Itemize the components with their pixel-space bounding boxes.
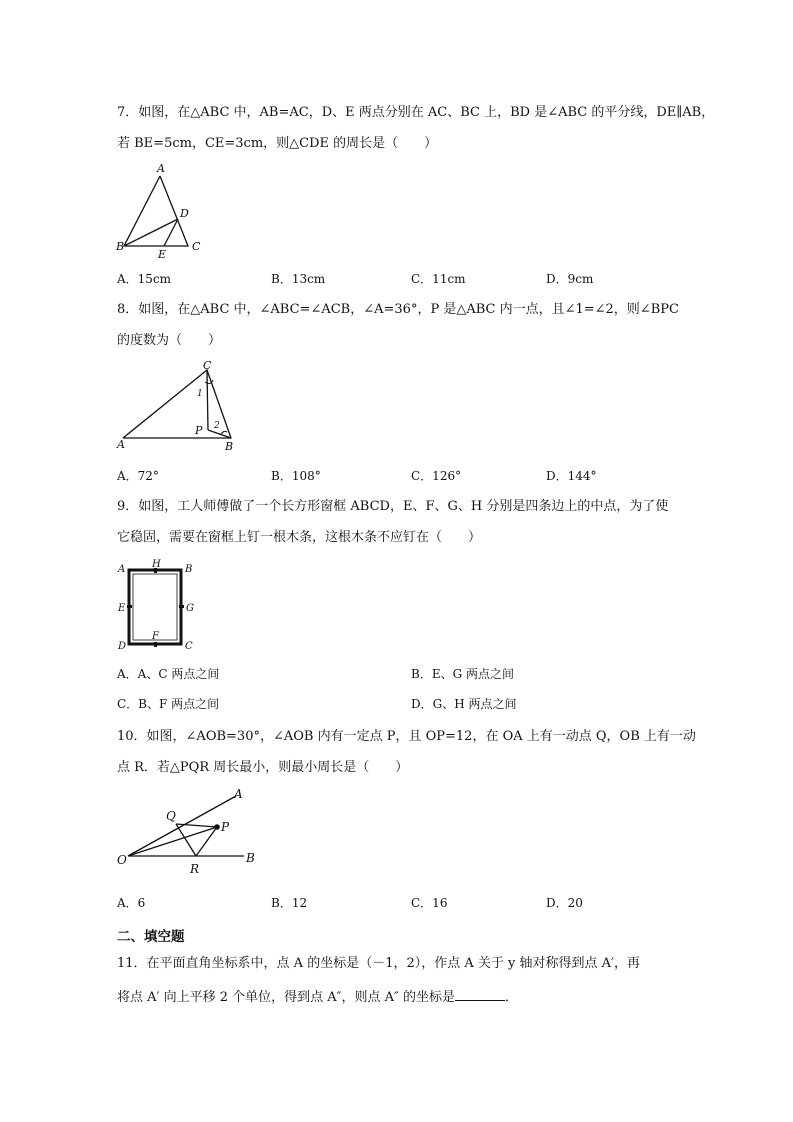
q8-label-c: C xyxy=(203,360,212,372)
q7-label-a: A xyxy=(157,162,165,175)
q11-stem-end: ． xyxy=(505,990,519,1005)
q9-midpoint-e xyxy=(127,605,132,608)
q8-label-1: 1 xyxy=(197,389,203,399)
q10-figure xyxy=(112,784,272,884)
q9-midpoint-g xyxy=(179,605,184,608)
q8-segment-pb xyxy=(208,430,231,438)
q10-label-q: Q xyxy=(166,809,176,823)
q8-stem-line2: 的度数为（ ） xyxy=(117,333,222,348)
q9-option-d[interactable]: D．G、H 两点之间 xyxy=(411,697,517,711)
q9-label-h: H xyxy=(152,559,161,570)
q10-option-b[interactable]: B．12 xyxy=(271,896,308,910)
q7-stem-line1: 7．如图，在△ABC 中，AB=AC，D、E 两点分别在 AC、BC 上，BD 是∠ABC 的平分线，DE∥AB， xyxy=(117,105,715,120)
q7-label-b: B xyxy=(116,240,125,253)
q7-label-e: E xyxy=(158,248,167,260)
q9-label-e: E xyxy=(118,603,126,614)
q8-label-p: P xyxy=(195,424,203,437)
q9-option-a[interactable]: A．A、C 两点之间 xyxy=(117,667,220,681)
q8-label-b: B xyxy=(225,440,234,453)
q11-stem-line2 xyxy=(117,988,518,1007)
q10-ray-oa xyxy=(128,796,236,856)
q8-figure xyxy=(115,360,245,455)
q7-triangle-abc xyxy=(124,176,188,246)
q10-label-r: R xyxy=(190,862,200,876)
q10-option-c[interactable]: C．16 xyxy=(411,896,448,910)
q8-segment-cp xyxy=(207,370,208,430)
q8-option-b[interactable]: B．108° xyxy=(271,469,321,483)
q9-figure xyxy=(112,558,202,653)
q8-option-d[interactable]: D．144° xyxy=(546,469,597,483)
q10-segment-pr xyxy=(196,827,217,856)
section-heading-fill-in: 二、填空题 xyxy=(117,929,185,945)
q7-label-d: D xyxy=(180,207,189,220)
q9-label-f: F xyxy=(152,631,159,642)
q8-label-2: 2 xyxy=(214,421,220,431)
q8-stem-line1: 8．如图，在△ABC 中，∠ABC=∠ACB，∠A=36°，P 是△ABC 内一点，且∠1=∠2，则∠BPC xyxy=(117,302,679,317)
q7-option-d[interactable]: D．9cm xyxy=(546,272,594,286)
q10-label-o: O xyxy=(117,853,127,867)
q7-stem-line2: 若 BE=5cm，CE=3cm，则△CDE 的周长是（ ） xyxy=(117,136,438,151)
q8-option-c[interactable]: C．126° xyxy=(411,469,462,483)
q10-stem-line1: 10．如图，∠AOB=30°，∠AOB 内有一定点 P，且 OP=12，在 OA 上有一动点 Q，OB 上有一动 xyxy=(117,729,696,744)
q9-midpoint-f xyxy=(154,642,157,647)
q9-stem-line1: 9．如图，工人师傅做了一个长方形窗框 ABCD，E、F、G、H 分别是四条边上的中点，为了使 xyxy=(117,499,669,514)
q10-stem-line2: 点 R．若△PQR 周长最小，则最小周长是（ ） xyxy=(117,760,409,775)
q8-option-a[interactable]: A．72° xyxy=(117,469,159,483)
q9-stem-line2: 它稳固，需要在窗框上钉一根木条，这根木条不应钉在（ ） xyxy=(117,530,482,545)
q10-label-b: B xyxy=(246,851,255,865)
q11-answer-blank[interactable] xyxy=(455,988,505,1001)
q10-label-a: A xyxy=(234,787,243,801)
q7-figure xyxy=(112,160,212,260)
q7-option-a[interactable]: A．15cm xyxy=(117,272,172,286)
q9-label-g: G xyxy=(186,603,194,614)
q10-point-p xyxy=(214,824,220,830)
q7-segment-bd xyxy=(124,219,178,246)
q9-label-a: A xyxy=(118,564,126,575)
q9-label-c: C xyxy=(185,641,193,652)
q10-option-a[interactable]: A．6 xyxy=(117,896,146,910)
q9-label-d: D xyxy=(118,641,127,652)
q7-label-c: C xyxy=(192,240,201,253)
q8-label-a: A xyxy=(117,438,125,451)
q9-option-b[interactable]: B．E、G 两点之间 xyxy=(411,667,514,681)
q10-label-p: P xyxy=(221,820,230,834)
q11-stem-text: 将点 A′ 向上平移 2 个单位，得到点 A″，则点 A″ 的坐标是 xyxy=(117,990,456,1005)
q10-option-d[interactable]: D．20 xyxy=(546,896,583,910)
q9-option-c[interactable]: C．B、F 两点之间 xyxy=(117,697,220,711)
q11-stem-line1: 11．在平面直角坐标系中，点 A 的坐标是（－1，2），作点 A 关于 y 轴对称得到点 A′，再 xyxy=(117,956,640,971)
q7-option-b[interactable]: B．13cm xyxy=(271,272,326,286)
q9-label-b: B xyxy=(185,564,193,575)
q7-option-c[interactable]: C．11cm xyxy=(411,272,466,286)
